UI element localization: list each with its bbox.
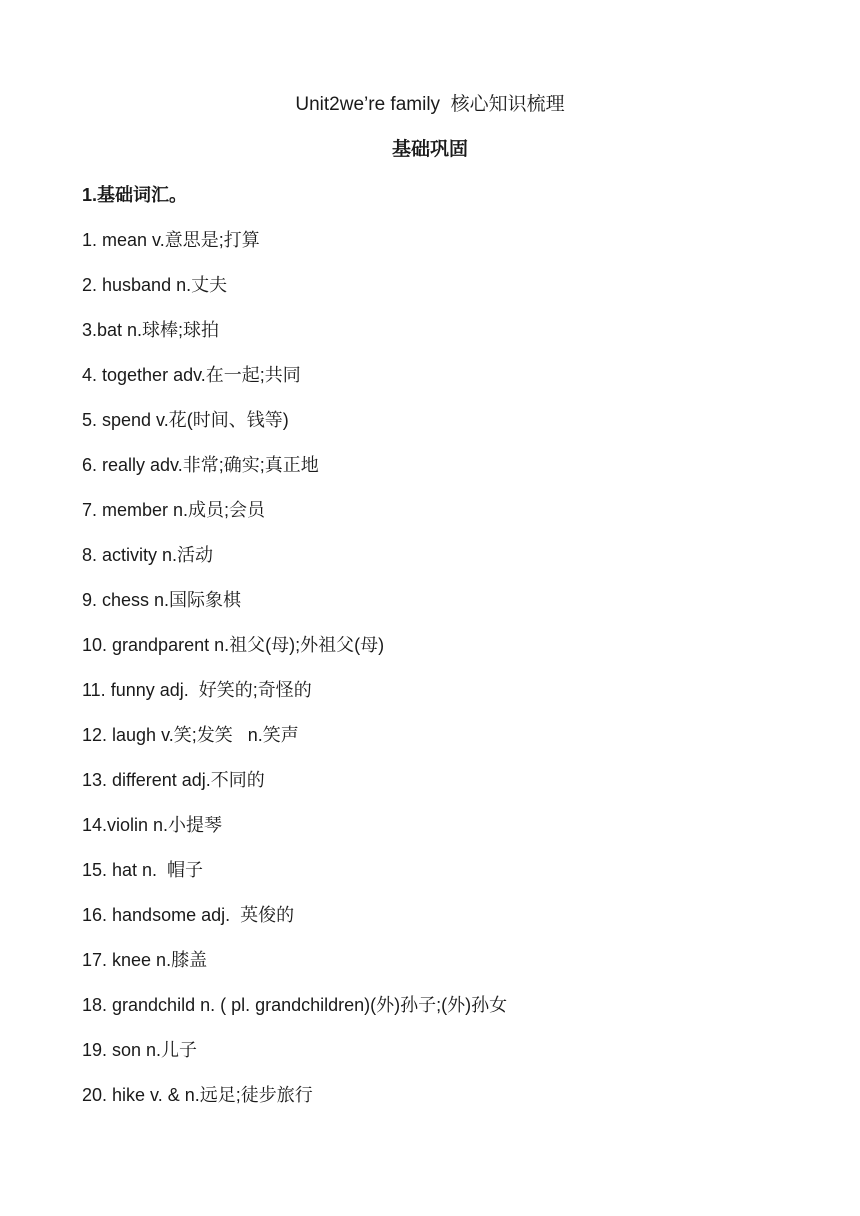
- vocabulary-item: 19. son n.儿子: [82, 1040, 198, 1060]
- vocabulary-item: 4. together adv.在一起;共同: [82, 365, 301, 385]
- vocabulary-item: 18. grandchild n. ( pl. grandchildren)(外)孙子;(外)孙女: [82, 995, 508, 1015]
- document-subtitle: 基础巩固: [391, 139, 468, 160]
- vocabulary-item: 14.violin n.小提琴: [82, 815, 223, 835]
- vocabulary-item: 10. grandparent n.祖父(母);外祖父(母): [82, 635, 385, 655]
- vocabulary-item: 13. different adj.不同的: [82, 770, 265, 790]
- vocabulary-item: 5. spend v.花(时间、钱等): [82, 410, 289, 430]
- vocabulary-item: 16. handsome adj. 英俊的: [82, 905, 295, 925]
- vocabulary-item: 6. really adv.非常;确实;真正地: [82, 455, 319, 475]
- vocabulary-item: 2. husband n.丈夫: [82, 275, 228, 295]
- vocabulary-item: 3.bat n.球棒;球拍: [82, 320, 220, 340]
- vocabulary-item: 11. funny adj. 好笑的;奇怪的: [82, 680, 312, 700]
- vocabulary-item: 1. mean v.意思是;打算: [82, 230, 260, 250]
- section-heading: 1.基础词汇。: [82, 185, 188, 205]
- vocabulary-item: 20. hike v. & n.远足;徒步旅行: [82, 1085, 313, 1105]
- vocabulary-item: 17. knee n.膝盖: [82, 950, 208, 970]
- vocabulary-item: 7. member n.成员;会员: [82, 500, 266, 520]
- vocabulary-list: [82, 227, 507, 1127]
- vocabulary-item: 8. activity n.活动: [82, 545, 214, 565]
- document-title: Unit2we’re family 核心知识梳理: [295, 94, 565, 115]
- vocabulary-item: 15. hat n. 帽子: [82, 860, 204, 880]
- vocabulary-item: 12. laugh v.笑;发笑 n.笑声: [82, 725, 299, 745]
- vocabulary-item: 9. chess n.国际象棋: [82, 590, 242, 610]
